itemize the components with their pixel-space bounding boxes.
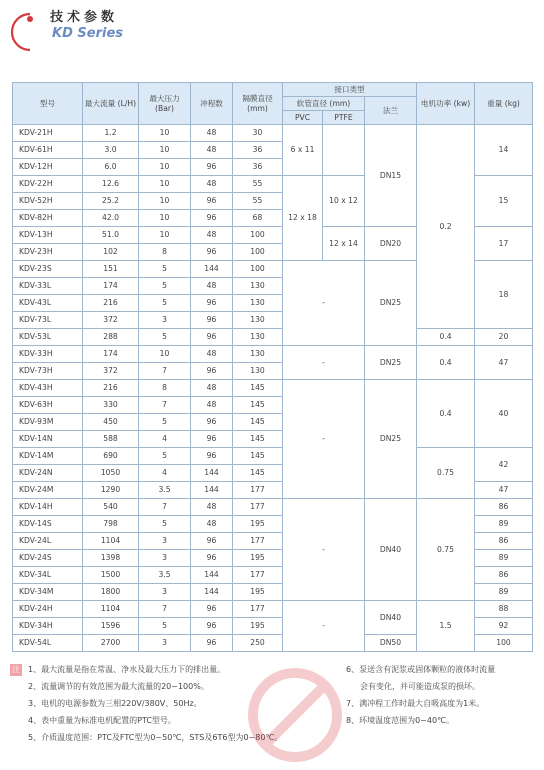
flow-cell: 372: [83, 312, 139, 329]
strokes-cell: 96: [191, 295, 233, 312]
model-cell: KDV-13H: [13, 227, 83, 244]
header-connection: 接口类型: [283, 83, 417, 97]
pressure-cell: 7: [139, 397, 191, 414]
diaphragm-cell: 177: [233, 567, 283, 584]
weight-cell: 18: [475, 261, 533, 329]
weight-cell: 86: [475, 533, 533, 550]
strokes-cell: 96: [191, 193, 233, 210]
model-cell: KDV-21H: [13, 125, 83, 142]
weight-cell: 40: [475, 380, 533, 448]
flow-cell: 372: [83, 363, 139, 380]
model-cell: KDV-61H: [13, 142, 83, 159]
flow-cell: 216: [83, 295, 139, 312]
header-flange: 法兰: [365, 97, 417, 125]
ptfe-hose-cell: 10 x 12: [323, 176, 365, 227]
strokes-cell: 96: [191, 601, 233, 618]
diaphragm-cell: 55: [233, 176, 283, 193]
pressure-cell: 8: [139, 244, 191, 261]
diaphragm-cell: 36: [233, 142, 283, 159]
weight-cell: 42: [475, 448, 533, 482]
flow-cell: 1104: [83, 533, 139, 550]
table-row: [13, 601, 533, 618]
diaphragm-cell: 68: [233, 210, 283, 227]
flange-cell: DN25: [365, 261, 417, 346]
model-cell: KDV-54L: [13, 635, 83, 652]
weight-cell: 89: [475, 584, 533, 601]
pressure-cell: 10: [139, 176, 191, 193]
pressure-cell: 3: [139, 312, 191, 329]
diaphragm-cell: 100: [233, 244, 283, 261]
diaphragm-cell: 195: [233, 550, 283, 567]
diaphragm-cell: 100: [233, 261, 283, 278]
diaphragm-cell: 145: [233, 465, 283, 482]
model-cell: KDV-23H: [13, 244, 83, 261]
power-cell: 0.4: [417, 346, 475, 380]
table-row: [13, 499, 533, 516]
strokes-cell: 48: [191, 227, 233, 244]
strokes-cell: 48: [191, 125, 233, 142]
diaphragm-cell: 130: [233, 363, 283, 380]
model-cell: KDV-12H: [13, 159, 83, 176]
weight-cell: 47: [475, 346, 533, 380]
strokes-cell: 48: [191, 380, 233, 397]
pressure-cell: 4: [139, 431, 191, 448]
flow-cell: 1500: [83, 567, 139, 584]
model-cell: KDV-43L: [13, 295, 83, 312]
strokes-cell: 96: [191, 618, 233, 635]
model-cell: KDV-43H: [13, 380, 83, 397]
model-cell: KDV-22H: [13, 176, 83, 193]
strokes-cell: 96: [191, 533, 233, 550]
diaphragm-cell: 195: [233, 584, 283, 601]
diaphragm-cell: 195: [233, 618, 283, 635]
note-item: 7、满冲程工作时最大自吸高度为1米。: [346, 699, 485, 708]
diaphragm-cell: 177: [233, 482, 283, 499]
pressure-cell: 5: [139, 448, 191, 465]
diaphragm-cell: 145: [233, 431, 283, 448]
pressure-cell: 3.5: [139, 567, 191, 584]
pvc-hose-cell: 12 x 18: [283, 176, 323, 261]
diaphragm-cell: 177: [233, 533, 283, 550]
diaphragm-cell: 100: [233, 227, 283, 244]
strokes-cell: 48: [191, 346, 233, 363]
header-model: 型号: [13, 83, 83, 125]
strokes-cell: 48: [191, 499, 233, 516]
diaphragm-cell: 177: [233, 601, 283, 618]
pressure-cell: 5: [139, 295, 191, 312]
model-cell: KDV-73H: [13, 363, 83, 380]
flow-cell: 12.6: [83, 176, 139, 193]
strokes-cell: 48: [191, 397, 233, 414]
hose-cell: -: [283, 346, 365, 380]
pressure-cell: 7: [139, 363, 191, 380]
weight-cell: 14: [475, 125, 533, 176]
weight-cell: 89: [475, 550, 533, 567]
strokes-cell: 96: [191, 550, 233, 567]
strokes-cell: 96: [191, 210, 233, 227]
flow-cell: 798: [83, 516, 139, 533]
model-cell: KDV-14S: [13, 516, 83, 533]
model-cell: KDV-34M: [13, 584, 83, 601]
diaphragm-cell: 145: [233, 414, 283, 431]
pressure-cell: 5: [139, 278, 191, 295]
pressure-cell: 5: [139, 516, 191, 533]
diaphragm-cell: 36: [233, 159, 283, 176]
weight-cell: 88: [475, 601, 533, 618]
weight-cell: 100: [475, 635, 533, 652]
weight-cell: 92: [475, 618, 533, 635]
model-cell: KDV-63H: [13, 397, 83, 414]
model-cell: KDV-52H: [13, 193, 83, 210]
flow-cell: 6.0: [83, 159, 139, 176]
strokes-cell: 144: [191, 567, 233, 584]
strokes-cell: 48: [191, 516, 233, 533]
pressure-cell: 10: [139, 125, 191, 142]
weight-cell: 86: [475, 499, 533, 516]
model-cell: KDV-34L: [13, 567, 83, 584]
ptfe-hose-cell: [323, 125, 365, 176]
model-cell: KDV-34H: [13, 618, 83, 635]
diaphragm-cell: 145: [233, 380, 283, 397]
flow-cell: 588: [83, 431, 139, 448]
pressure-cell: 10: [139, 227, 191, 244]
pressure-cell: 10: [139, 193, 191, 210]
flow-cell: 174: [83, 346, 139, 363]
header-diaphragm: 隔膜直径 (mm): [233, 83, 283, 125]
strokes-cell: 144: [191, 261, 233, 278]
strokes-cell: 48: [191, 278, 233, 295]
strokes-cell: 144: [191, 584, 233, 601]
hose-cell: -: [283, 499, 365, 601]
page-header: [0, 0, 544, 60]
diaphragm-cell: 130: [233, 329, 283, 346]
flange-cell: DN40: [365, 499, 417, 601]
flange-cell: DN20: [365, 227, 417, 261]
diaphragm-cell: 177: [233, 499, 283, 516]
note-item: 6、泵送含有泥浆或固体颗粒的液体时流量: [346, 665, 496, 674]
flow-cell: 151: [83, 261, 139, 278]
table-row: [13, 448, 533, 465]
flow-cell: 1050: [83, 465, 139, 482]
model-cell: KDV-53L: [13, 329, 83, 346]
table-row: [13, 329, 533, 346]
flow-cell: 1104: [83, 601, 139, 618]
note-item: 5、介质温度范围：PTC及FTC型为0~50℃，STS及6T6型为0~80℃。: [28, 733, 283, 742]
spec-table-body: [13, 125, 533, 652]
weight-cell: 86: [475, 567, 533, 584]
series-title: KD Series: [52, 26, 123, 41]
pressure-cell: 3: [139, 635, 191, 652]
pressure-cell: 7: [139, 601, 191, 618]
flow-cell: 2700: [83, 635, 139, 652]
pvc-hose-cell: 6 x 11: [283, 125, 323, 176]
diaphragm-cell: 145: [233, 397, 283, 414]
header-hose: 软管直径 (mm): [283, 97, 365, 111]
table-row: [13, 380, 533, 397]
diaphragm-cell: 55: [233, 193, 283, 210]
flow-cell: 1596: [83, 618, 139, 635]
header-weight: 重量 (kg): [475, 83, 533, 125]
note-item: 会有变化，并可能造成泵的损坏。: [360, 682, 480, 691]
table-row: [13, 346, 533, 363]
model-cell: KDV-14H: [13, 499, 83, 516]
flow-cell: 174: [83, 278, 139, 295]
flow-cell: 450: [83, 414, 139, 431]
hose-cell: -: [283, 261, 365, 346]
strokes-cell: 144: [191, 482, 233, 499]
note-item: 1、最大流量是指在常温、净水及最大压力下的排出量。: [28, 665, 226, 674]
model-cell: KDV-93M: [13, 414, 83, 431]
note-item: 2、流量调节的有效范围为最大流量的20~100%。: [28, 682, 209, 691]
weight-cell: 15: [475, 176, 533, 227]
pressure-cell: 10: [139, 210, 191, 227]
pressure-cell: 8: [139, 380, 191, 397]
flow-cell: 51.0: [83, 227, 139, 244]
flow-cell: 3.0: [83, 142, 139, 159]
pressure-cell: 3: [139, 533, 191, 550]
hose-cell: -: [283, 380, 365, 499]
flow-cell: 288: [83, 329, 139, 346]
flow-cell: 216: [83, 380, 139, 397]
header-ptfe: PTFE: [323, 111, 365, 125]
pressure-cell: 3: [139, 550, 191, 567]
model-cell: KDV-14N: [13, 431, 83, 448]
strokes-cell: 96: [191, 448, 233, 465]
pressure-cell: 10: [139, 142, 191, 159]
weight-cell: 20: [475, 329, 533, 346]
diaphragm-cell: 130: [233, 295, 283, 312]
model-cell: KDV-24S: [13, 550, 83, 567]
hose-cell: -: [283, 601, 365, 652]
flange-cell: DN15: [365, 125, 417, 227]
pressure-cell: 5: [139, 618, 191, 635]
power-cell: 0.75: [417, 499, 475, 601]
header-pressure: 最大压力 (Bar): [139, 83, 191, 125]
strokes-cell: 48: [191, 176, 233, 193]
model-cell: KDV-24N: [13, 465, 83, 482]
power-cell: 1.5: [417, 601, 475, 652]
flow-cell: 690: [83, 448, 139, 465]
ptfe-hose-cell: 12 x 14: [323, 227, 365, 261]
pressure-cell: 5: [139, 329, 191, 346]
note-badge: 注: [12, 665, 20, 674]
model-cell: KDV-14M: [13, 448, 83, 465]
table-row: [13, 125, 533, 142]
notes-section: [10, 662, 540, 752]
flow-cell: 330: [83, 397, 139, 414]
header-flow: 最大流量 (L/H): [83, 83, 139, 125]
diaphragm-cell: 130: [233, 312, 283, 329]
pressure-cell: 3.5: [139, 482, 191, 499]
diaphragm-cell: 195: [233, 516, 283, 533]
strokes-cell: 96: [191, 329, 233, 346]
model-cell: KDV-24L: [13, 533, 83, 550]
flow-cell: 25.2: [83, 193, 139, 210]
model-cell: KDV-33H: [13, 346, 83, 363]
spec-table: [12, 82, 533, 652]
strokes-cell: 96: [191, 414, 233, 431]
pressure-cell: 5: [139, 261, 191, 278]
pressure-cell: 4: [139, 465, 191, 482]
flow-cell: 1290: [83, 482, 139, 499]
weight-cell: 89: [475, 516, 533, 533]
strokes-cell: 96: [191, 431, 233, 448]
pressure-cell: 3: [139, 584, 191, 601]
header-power: 电机功率 (kw): [417, 83, 475, 125]
model-cell: KDV-73L: [13, 312, 83, 329]
power-cell: 0.4: [417, 380, 475, 448]
note-item: 8、环境温度范围为0~40℃。: [346, 716, 455, 725]
section-title: 技术参数: [50, 10, 119, 25]
weight-cell: 47: [475, 482, 533, 499]
model-cell: KDV-23S: [13, 261, 83, 278]
flow-cell: 102: [83, 244, 139, 261]
flange-cell: DN50: [365, 635, 417, 652]
flange-cell: DN40: [365, 601, 417, 635]
strokes-cell: 144: [191, 465, 233, 482]
pressure-cell: 7: [139, 499, 191, 516]
model-cell: KDV-33L: [13, 278, 83, 295]
pressure-cell: 5: [139, 414, 191, 431]
logo-arc-icon: [8, 10, 38, 54]
model-cell: KDV-24H: [13, 601, 83, 618]
header-strokes: 冲程数: [191, 83, 233, 125]
model-cell: KDV-82H: [13, 210, 83, 227]
strokes-cell: 48: [191, 142, 233, 159]
strokes-cell: 96: [191, 363, 233, 380]
flange-cell: DN25: [365, 346, 417, 380]
note-item: 4、表中重量为标准电机配置的PTC型号。: [28, 716, 176, 725]
power-cell: 0.2: [417, 125, 475, 329]
flow-cell: 540: [83, 499, 139, 516]
strokes-cell: 96: [191, 635, 233, 652]
strokes-cell: 96: [191, 244, 233, 261]
diaphragm-cell: 145: [233, 448, 283, 465]
pressure-cell: 10: [139, 346, 191, 363]
strokes-cell: 96: [191, 159, 233, 176]
flange-cell: DN25: [365, 380, 417, 499]
model-cell: KDV-24M: [13, 482, 83, 499]
power-cell: 0.75: [417, 448, 475, 499]
weight-cell: 17: [475, 227, 533, 261]
note-item: 3、电机的电源参数为三相220V/380V、50Hz。: [28, 699, 202, 708]
diaphragm-cell: 130: [233, 346, 283, 363]
flow-cell: 42.0: [83, 210, 139, 227]
diaphragm-cell: 250: [233, 635, 283, 652]
flow-cell: 1800: [83, 584, 139, 601]
pressure-cell: 10: [139, 159, 191, 176]
spec-table-wrapper: [12, 82, 532, 652]
header-pvc: PVC: [283, 111, 323, 125]
diaphragm-cell: 30: [233, 125, 283, 142]
power-cell: 0.4: [417, 329, 475, 346]
diaphragm-cell: 130: [233, 278, 283, 295]
strokes-cell: 96: [191, 312, 233, 329]
flow-cell: 1.2: [83, 125, 139, 142]
flow-cell: 1398: [83, 550, 139, 567]
